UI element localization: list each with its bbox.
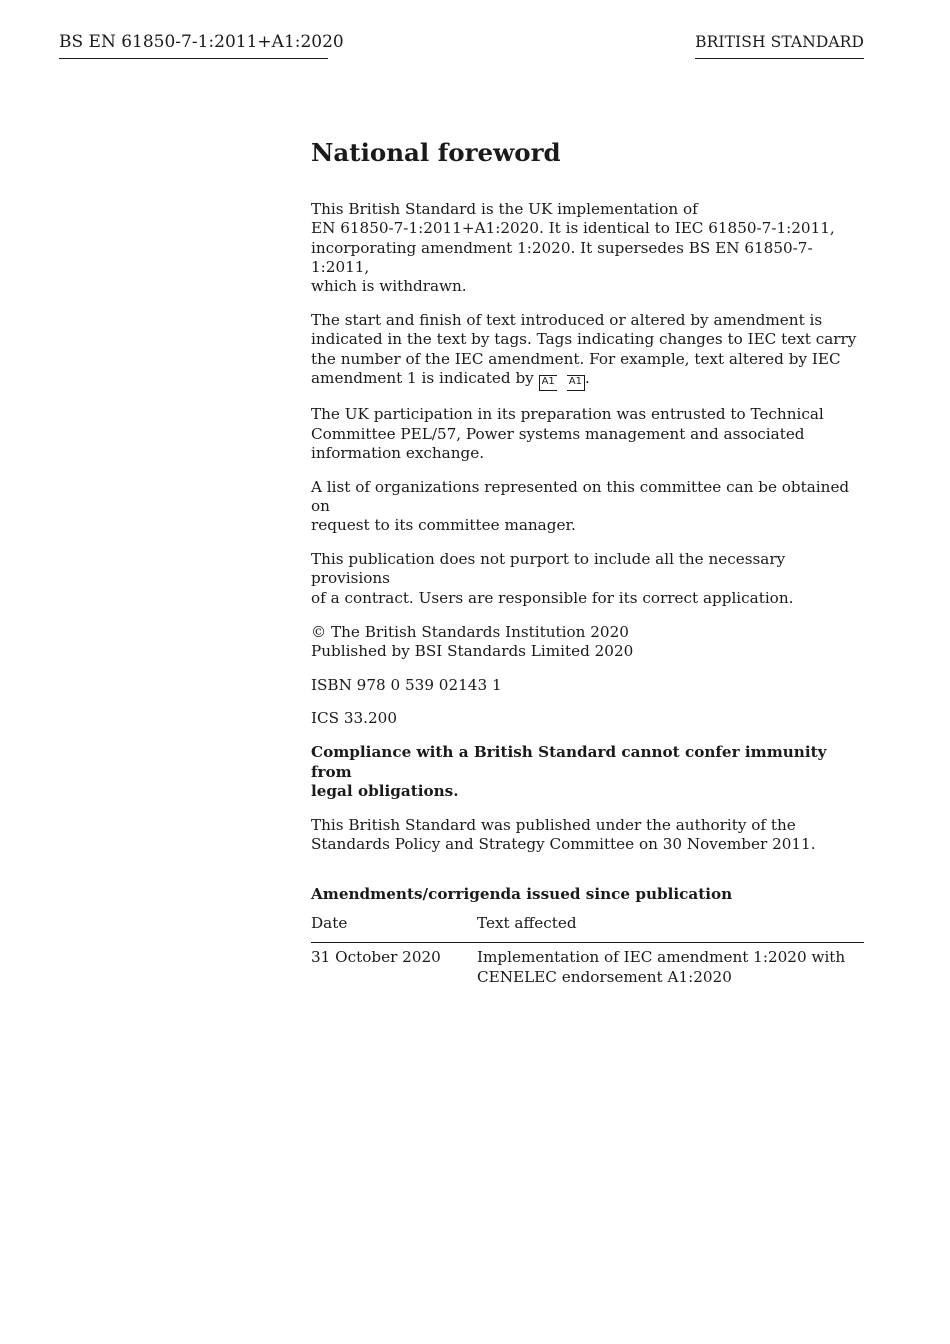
text-fragment: amendment 1 is indicated by <box>311 368 534 387</box>
text-line: The UK participation in its preparation was entrusted to Technical <box>311 405 824 424</box>
text-line: Committee PEL/57, Power systems management and associated <box>311 424 805 443</box>
text-line: © The British Standards Institution 2020 <box>311 622 629 641</box>
text-line: EN 61850-7-1:2011+A1:2020. It is identical to IEC 61850-7-1:2011, <box>311 219 835 238</box>
text-line: ISBN 978 0 539 02143 1 <box>311 675 502 694</box>
text-line: ICS 33.200 <box>311 709 397 728</box>
isbn <box>311 676 864 695</box>
column-header-text-affected: Text affected <box>477 912 864 943</box>
table-row <box>311 943 864 987</box>
text-line: request to its committee manager. <box>311 516 576 535</box>
amendment-text-affected <box>477 943 864 987</box>
amendment-open-tag-icon: A1 <box>539 375 557 391</box>
text-line: legal obligations. <box>311 781 459 800</box>
column-header-date: Date <box>311 912 477 943</box>
organizations-paragraph <box>311 478 864 536</box>
text-line: This publication does not purport to include all the necessary provisions <box>311 550 786 588</box>
amendment-close-tag-icon: A1 <box>567 375 585 391</box>
publisher-label: BRITISH STANDARD <box>695 30 864 59</box>
text-line: of a contract. Users are responsible for its correct application. <box>311 588 794 607</box>
authority-paragraph <box>311 816 864 855</box>
amendments-heading: Amendments/corrigenda issued since publication <box>311 885 733 904</box>
text-line: The start and finish of text introduced or altered by amendment is <box>311 310 823 329</box>
text-line: information exchange. <box>311 443 485 462</box>
foreword-content <box>311 138 864 987</box>
text-line: A list of organizations represented on this committee can be obtained on <box>311 477 850 516</box>
text-line: CENELEC endorsement A1:2020 <box>477 967 732 986</box>
amendment-date: 31 October 2020 <box>311 948 441 967</box>
text-line: Implementation of IEC amendment 1:2020 with <box>477 948 846 967</box>
text-line: Published by BSI Standards Limited 2020 <box>311 641 634 660</box>
document-id: BS EN 61850-7-1:2011+A1:2020 <box>59 30 328 59</box>
table-header-row <box>311 912 864 943</box>
compliance-statement <box>311 743 864 801</box>
provisions-paragraph <box>311 550 864 608</box>
text-line: indicated in the text by tags. Tags indicating changes to IEC text carry <box>311 330 857 349</box>
sentence-end: . <box>584 368 590 387</box>
text-line: This British Standard is the UK implementation of <box>311 200 698 218</box>
amendments-table <box>311 912 864 987</box>
page-title: National foreword <box>311 138 561 167</box>
text-line: Standards Policy and Strategy Committee on 30 November 2011. <box>311 834 816 853</box>
amendment-tags-paragraph <box>311 311 864 391</box>
text-line: Compliance with a British Standard cannot confer immunity from <box>311 743 827 781</box>
committee-paragraph <box>311 405 864 463</box>
text-line: the number of the IEC amendment. For example, text altered by IEC <box>311 349 841 368</box>
text-line-with-tags <box>311 369 864 391</box>
implementation-paragraph <box>311 200 864 296</box>
ics-code <box>311 709 864 728</box>
text-line: This British Standard was published under the authority of the <box>311 815 796 834</box>
text-line: which is withdrawn. <box>311 277 467 296</box>
copyright-paragraph <box>311 623 864 662</box>
text-line: incorporating amendment 1:2020. It supersedes BS EN 61850-7-1:2011, <box>311 238 813 276</box>
